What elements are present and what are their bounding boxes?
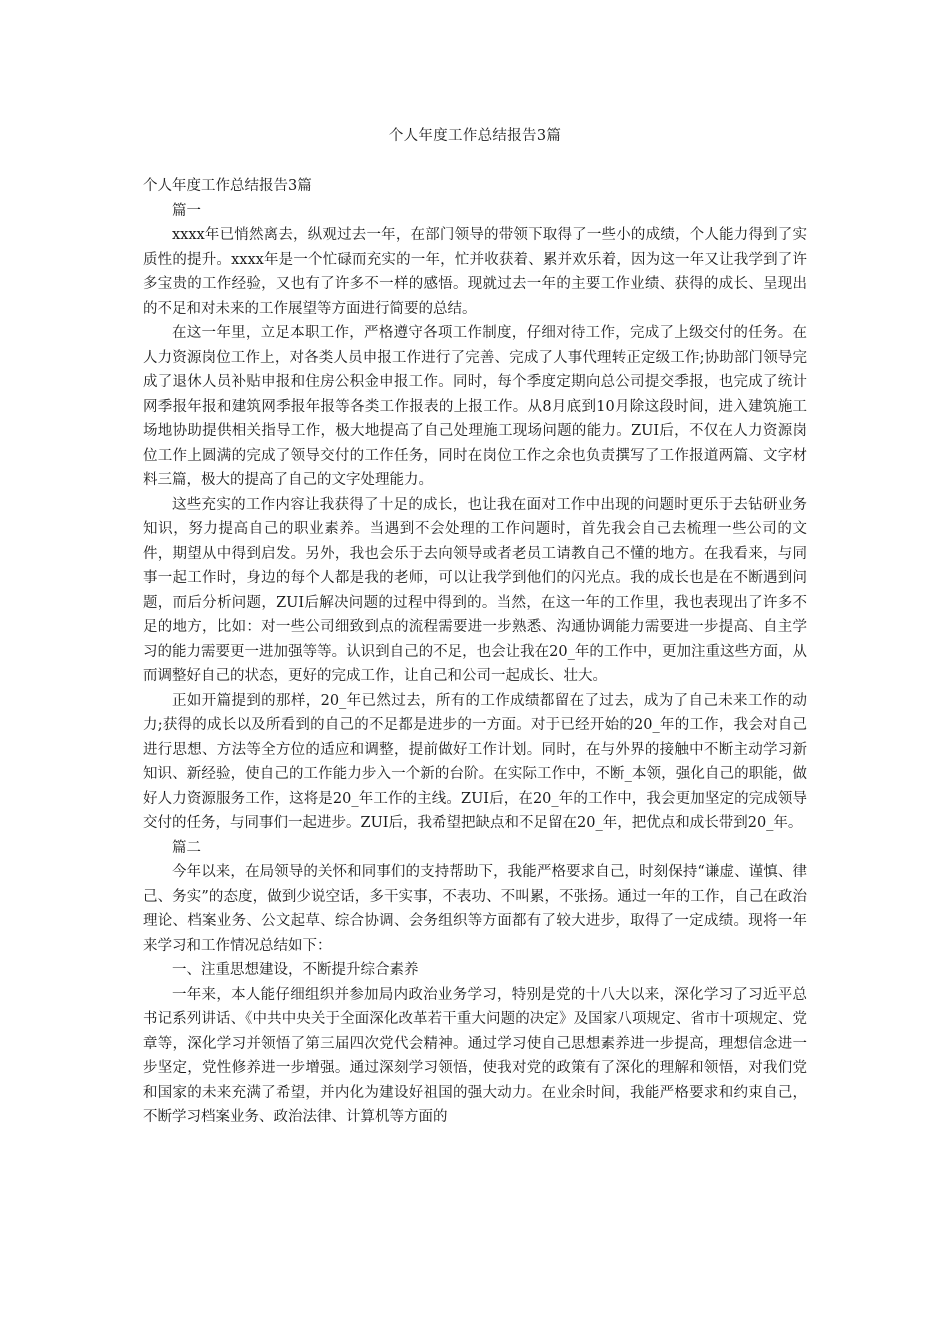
paragraph: xxxx年已悄然离去，纵观过去一年，在部门领导的带领下取得了一些小的成绩，个人能力得到了实质性的提升。xxxx年是一个忙碌而充实的一年，忙并收获着、累并欢乐着，因为这一年又让我学到了许多宝贵的工作经验，又也有了许多不一样的感悟。现就过去一年的主要工作业绩、获得的成长、呈现出的不足和对未来的工作展望等方面进行简要的总结。 [143,227,807,317]
paragraph: 正如开篇提到的那样，20_年已然过去，所有的工作成绩都留在了过去，成为了自己未来工作的动力;获得的成长以及所看到的自己的不足都是进步的一方面。对于已经开始的20_年的工作，我会对自己进行思想、方法等全方位的适应和调整，提前做好工作计划。同时，在与外界的接触中不断主动学习新知识、新经验，使自己的工作能力步入一个新的台阶。在实际工作中，不断_本领，强化自己的职能，做好人力资源服务工作，这将是20_年工作的主线。ZUI后，在20_年的工作中，我会更加坚定的完成领导交付的任务，与同事们一起进步。ZUI后，我希望把缺点和不足留在20_年，把优点和成长带到20_年。 [143,692,807,831]
paragraph: 在这一年里，立足本职工作，严格遵守各项工作制度，仔细对待工作，完成了上级交付的任务。在人力资源岗位工作上，对各类人员申报工作进行了完善、完成了人事代理转正定级工作;协助部门领导完成了退休人员补贴申报和住房公积金申报工作。同时，每个季度定期向总公司提交季报，也完成了统计网季报年报和建筑网季报年报等各类工作报表的上报工作。从8月底到10月除这段时间，进入建筑施工场地协助提供相关指导工作，极大地提高了自己处理施工现场问题的能力。ZUI后，不仅在人力资源岗位工作上圆满的完成了领导交付的工作任务，同时在岗位工作之余也负责撰写了工作报道两篇、文字材料三篇，极大的提高了自己的文字处理能力。 [143,325,807,488]
page-title: 个人年度工作总结报告3篇 [388,128,562,144]
paragraph: 今年以来，在局领导的关怀和同事们的支持帮助下，我能严格要求自己，时刻保持“谦虚、谨慎、律己、务实”的态度，做到少说空话，多干实事，不表功、不叫累，不张扬。通过一年的工作，自己在政治理论、档案业务、公文起草、综合协调、会务组织等方面都有了较大进步，取得了一定成绩。现将一年来学习和工作情况总结如下： [143,864,807,954]
subheading: 一、注重思想建设，不断提升综合素养 [172,962,419,978]
section-heading-2: 篇二 [172,839,201,856]
document-body [143,174,807,1130]
section-heading-1: 篇一 [172,202,201,219]
document-subtitle: 个人年度工作总结报告3篇 [143,178,312,194]
paragraph: 一年来，本人能仔细组织并参加局内政治业务学习，特别是党的十八大以来，深化学习了习近平总书记系列讲话、《中共中央关于全面深化改革若干重大问题的决定》及国家八项规定、省市十项规定、党章等，深化学习并领悟了第三届四次党代会精神。通过学习使自己思想素养进一步提高，理想信念进一步坚定，党性修养进一步增强。通过深刻学习领悟，使我对党的政策有了深化的理解和领悟，对我们党和国家的未来充满了希望，并内化为建设好祖国的强大动力。在业余时间，我能严格要求和约束自己，不断学习档案业务、政治法律、计算机等方面的 [143,986,807,1125]
paragraph: 这些充实的工作内容让我获得了十足的成长，也让我在面对工作中出现的问题时更乐于去钻研业务知识，努力提高自己的职业素养。当遇到不会处理的工作问题时，首先我会自己去梳理一些公司的文件，期望从中得到启发。另外，我也会乐于去向领导或者老员工请教自己不懂的地方。在我看来，与同事一起工作时，身边的每个人都是我的老师，可以让我学到他们的闪光点。我的成长也是在不断遇到问题，而后分析问题，ZUI后解决问题的过程中得到的。当然，在这一年的工作里，我也表现出了许多不足的地方，比如：对一些公司细致到点的流程需要进一步熟悉、沟通协调能力需要进一步提高、自主学习的能力需要更一进加强等等。认识到自己的不足，也会让我在20_年的工作中，更加注重这些方面，从而调整好自己的状态，更好的完成工作，让自己和公司一起成长、壮大。 [143,496,807,684]
